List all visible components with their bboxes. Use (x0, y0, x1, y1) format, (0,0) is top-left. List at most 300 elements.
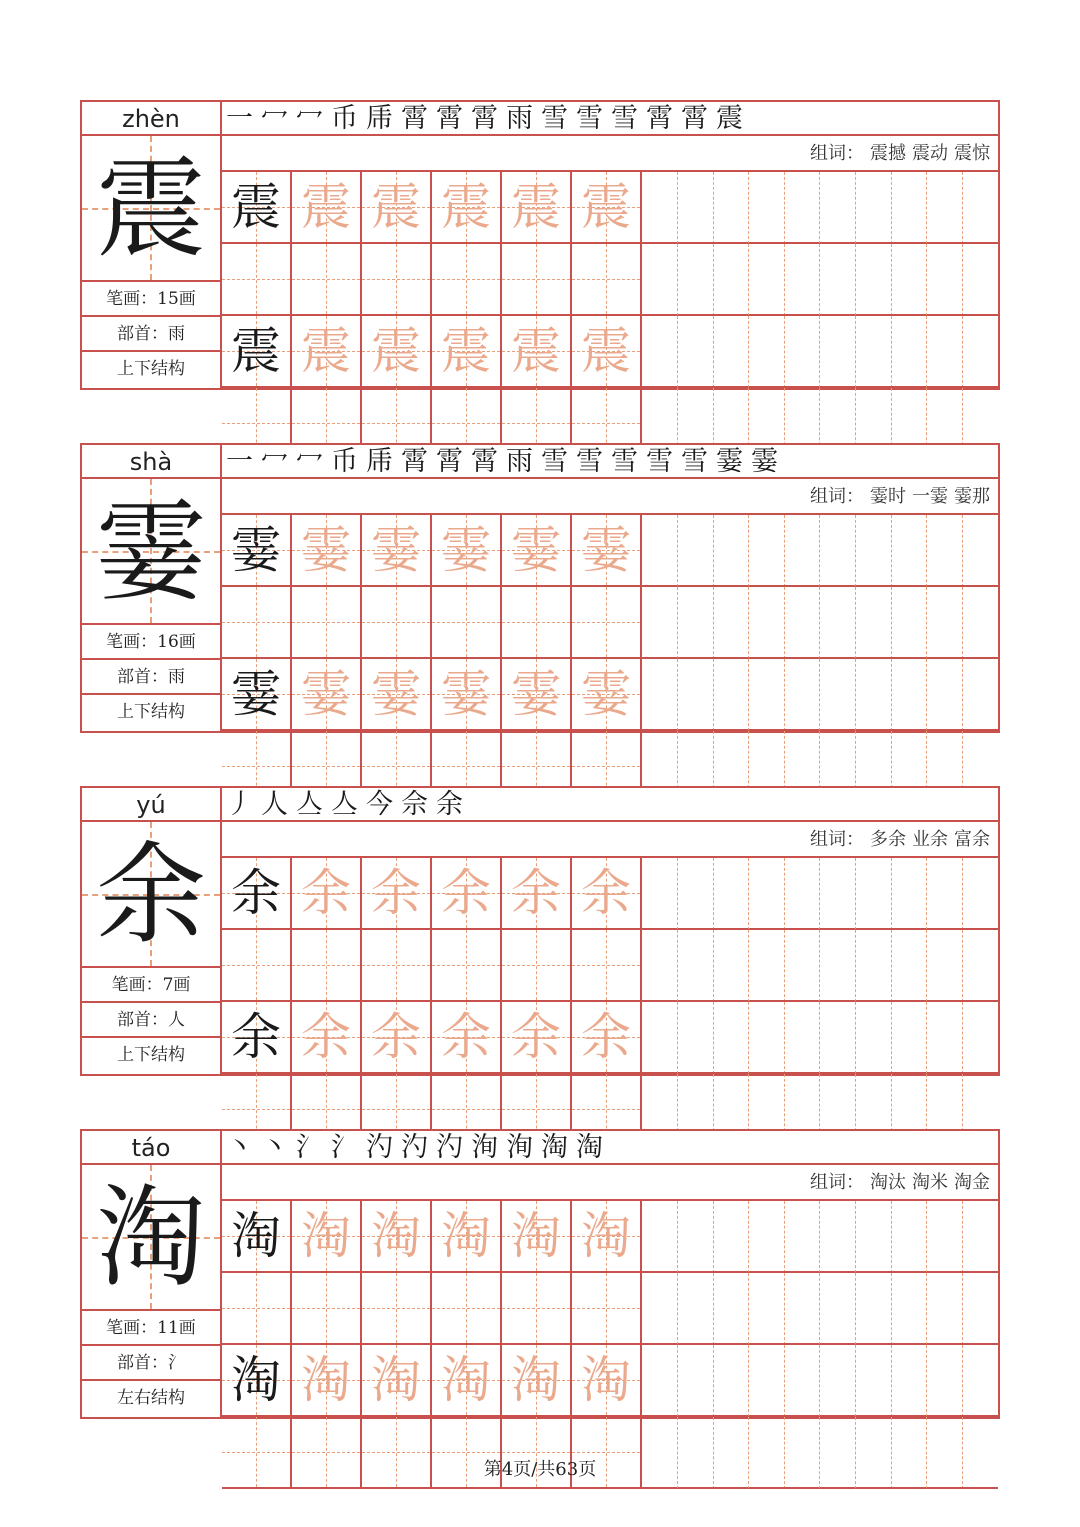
blank-practice-cell[interactable] (678, 316, 714, 388)
stroke-step: 霄 (681, 103, 708, 134)
character-info-panel (82, 445, 222, 731)
large-character-box (82, 822, 220, 968)
blank-practice-cell[interactable] (962, 930, 998, 1002)
stroke-count-label: 笔画：11画 (82, 1311, 220, 1346)
blank-practice-cell[interactable] (962, 1345, 998, 1417)
blank-practice-cell[interactable] (678, 930, 714, 1002)
blank-practice-cell[interactable] (713, 930, 749, 1002)
blank-practice-cell[interactable] (642, 1273, 678, 1345)
pinyin-label: shà (82, 445, 220, 479)
trace-character: 余 (301, 1008, 351, 1066)
tian-grid-cell[interactable] (502, 172, 572, 244)
blank-practice-cell[interactable] (749, 1201, 785, 1273)
tian-grid-cell[interactable] (572, 1002, 642, 1074)
blank-practice-cell[interactable] (713, 587, 749, 659)
empty-grid-cell[interactable] (572, 1273, 642, 1345)
example-word: 淘米 (912, 1172, 948, 1193)
blank-practice-cell[interactable] (927, 587, 963, 659)
blank-practice-cell[interactable] (713, 244, 749, 316)
blank-practice-cell[interactable] (927, 858, 963, 930)
stroke-step: 霄 (471, 103, 498, 134)
tian-grid-cell[interactable] (432, 858, 502, 930)
tian-grid-cell[interactable] (292, 858, 362, 930)
trace-character: 霎 (581, 665, 631, 723)
empty-grid-cell[interactable] (502, 587, 572, 659)
practice-panel (222, 788, 998, 1074)
model-character: 霎 (231, 521, 281, 579)
tian-grid-cell[interactable] (572, 858, 642, 930)
model-character: 余 (231, 864, 281, 922)
tian-grid-cell[interactable] (362, 659, 432, 731)
empty-grid-cell[interactable] (502, 930, 572, 1002)
blank-practice-cell[interactable] (642, 1345, 678, 1417)
blank-practice-cell[interactable] (927, 1002, 963, 1074)
blank-practice-cell[interactable] (891, 515, 927, 587)
blank-practice-cell[interactable] (642, 659, 678, 731)
empty-grid-cell[interactable] (292, 244, 362, 316)
tian-grid-cell[interactable] (572, 515, 642, 587)
blank-practice-cell[interactable] (927, 930, 963, 1002)
blank-practice-cell[interactable] (713, 1201, 749, 1273)
model-character: 震 (231, 322, 281, 380)
stroke-step: 丿 (226, 789, 253, 820)
blank-practice-cell[interactable] (856, 659, 892, 731)
blank-practice-cell[interactable] (962, 316, 998, 388)
stroke-step: 汋 (366, 1132, 393, 1163)
tian-grid-cell[interactable] (292, 316, 362, 388)
example-word: 震惊 (954, 143, 990, 164)
empty-grid-cell[interactable] (222, 244, 292, 316)
blank-practice-cell[interactable] (784, 316, 820, 388)
empty-grid-cell[interactable] (222, 930, 292, 1002)
empty-grid-cell[interactable] (502, 244, 572, 316)
empty-grid-cell[interactable] (432, 1273, 502, 1345)
blank-practice-cell[interactable] (962, 172, 998, 244)
blank-practice-cell[interactable] (749, 858, 785, 930)
tian-grid-cell[interactable] (222, 515, 292, 587)
blank-practice-cell[interactable] (820, 1273, 856, 1345)
tian-grid-cell[interactable] (362, 316, 432, 388)
trace-character: 震 (371, 178, 421, 236)
stroke-step: 霄 (436, 446, 463, 477)
tian-grid-cell[interactable] (292, 1002, 362, 1074)
stroke-step: 洵 (506, 1132, 533, 1163)
tian-grid-cell[interactable] (362, 858, 432, 930)
blank-practice-cell[interactable] (642, 316, 678, 388)
trace-character: 余 (441, 1008, 491, 1066)
blank-practice-cell[interactable] (678, 858, 714, 930)
blank-practice-cell[interactable] (749, 659, 785, 731)
blank-practice-cell[interactable] (642, 244, 678, 316)
tian-grid-cell[interactable] (222, 858, 292, 930)
empty-grid-cell[interactable] (502, 1273, 572, 1345)
blank-practice-cell[interactable] (784, 659, 820, 731)
blank-practice-cell[interactable] (713, 1273, 749, 1345)
stroke-step: 币 (331, 446, 358, 477)
blank-practice-cell[interactable] (927, 316, 963, 388)
blank-practice-cell[interactable] (856, 316, 892, 388)
tian-grid-cell[interactable] (572, 659, 642, 731)
blank-practice-cell[interactable] (713, 172, 749, 244)
tian-grid-cell[interactable] (502, 1002, 572, 1074)
empty-grid-cell[interactable] (572, 244, 642, 316)
trace-character: 淘 (371, 1351, 421, 1409)
tian-grid-cell[interactable] (502, 515, 572, 587)
blank-practice-cell[interactable] (891, 1201, 927, 1273)
blank-practice-cell[interactable] (962, 587, 998, 659)
trace-character: 余 (581, 1008, 631, 1066)
stroke-step: 氵 (296, 1132, 323, 1163)
model-character: 余 (231, 1008, 281, 1066)
tian-grid-cell[interactable] (572, 316, 642, 388)
character-info-panel (82, 788, 222, 1074)
blank-practice-cell[interactable] (678, 587, 714, 659)
stroke-step: 雪 (611, 103, 638, 134)
structure-label: 左右结构 (117, 1388, 185, 1408)
tian-grid-cell[interactable] (432, 1002, 502, 1074)
trace-character: 淘 (441, 1207, 491, 1265)
blank-practice-cell[interactable] (749, 587, 785, 659)
tian-grid-cell[interactable] (572, 1201, 642, 1273)
blank-practice-cell[interactable] (891, 244, 927, 316)
blank-practice-cell[interactable] (713, 316, 749, 388)
blank-practice-cell[interactable] (749, 1345, 785, 1417)
blank-practice-cell[interactable] (713, 659, 749, 731)
tian-grid-cell[interactable] (502, 858, 572, 930)
blank-practice-cell[interactable] (927, 1345, 963, 1417)
blank-practice-cell[interactable] (820, 316, 856, 388)
radical-label: 部首：雨 (82, 660, 220, 695)
large-character: 淘 (96, 1174, 206, 1302)
large-character: 霎 (96, 488, 206, 616)
practice-grid (222, 858, 998, 1002)
tian-grid-cell[interactable] (502, 1201, 572, 1273)
trace-character: 余 (371, 1008, 421, 1066)
blank-practice-cell[interactable] (820, 515, 856, 587)
blank-practice-cell[interactable] (784, 858, 820, 930)
blank-practice-cell[interactable] (962, 659, 998, 731)
empty-grid-cell[interactable] (432, 244, 502, 316)
blank-practice-cell[interactable] (820, 244, 856, 316)
blank-practice-cell[interactable] (891, 858, 927, 930)
blank-practice-cell[interactable] (856, 515, 892, 587)
blank-practice-cell[interactable] (856, 930, 892, 1002)
tian-grid-cell[interactable] (292, 515, 362, 587)
stroke-step: 汋 (436, 1132, 463, 1163)
tian-grid-cell[interactable] (362, 1002, 432, 1074)
stroke-step: 冖 (261, 446, 288, 477)
example-word: 富余 (954, 829, 990, 850)
stroke-count-label: 笔画：16画 (82, 625, 220, 660)
trace-character: 霎 (301, 665, 351, 723)
stroke-order-row (222, 102, 998, 136)
blank-practice-cell[interactable] (856, 1201, 892, 1273)
tian-grid-cell[interactable] (432, 1201, 502, 1273)
example-word: 震撼 (870, 143, 906, 164)
example-word: 业余 (912, 829, 948, 850)
blank-practice-cell[interactable] (891, 172, 927, 244)
stroke-step: 佘 (401, 789, 428, 820)
stroke-count-label: 笔画：15画 (82, 282, 220, 317)
tian-grid-cell[interactable] (222, 1002, 292, 1074)
blank-practice-cell[interactable] (927, 244, 963, 316)
stroke-step: 洵 (471, 1132, 498, 1163)
empty-grid-cell[interactable] (222, 1273, 292, 1345)
blank-practice-cell[interactable] (891, 1273, 927, 1345)
blank-practice-cell[interactable] (820, 930, 856, 1002)
blank-practice-cell[interactable] (713, 1345, 749, 1417)
blank-practice-cell[interactable] (678, 1345, 714, 1417)
blank-practice-cell[interactable] (713, 515, 749, 587)
trace-character: 余 (371, 864, 421, 922)
stroke-step: 霄 (646, 103, 673, 134)
blank-practice-cell[interactable] (927, 515, 963, 587)
empty-grid-cell[interactable] (362, 587, 432, 659)
empty-grid-cell[interactable] (362, 930, 432, 1002)
trace-character: 余 (441, 864, 491, 922)
tian-grid-cell[interactable] (502, 1345, 572, 1417)
practice-panel (222, 445, 998, 731)
stroke-step: 霄 (436, 103, 463, 134)
blank-practice-cell[interactable] (713, 858, 749, 930)
tian-grid-cell[interactable] (502, 659, 572, 731)
tian-grid-cell[interactable] (222, 659, 292, 731)
blank-practice-cell[interactable] (856, 1273, 892, 1345)
practice-grid (222, 172, 998, 316)
stroke-order-row (222, 1131, 998, 1165)
trace-character: 余 (301, 864, 351, 922)
blank-practice-cell[interactable] (927, 659, 963, 731)
blank-practice-cell[interactable] (678, 515, 714, 587)
tian-grid-cell[interactable] (432, 172, 502, 244)
blank-practice-cell[interactable] (962, 244, 998, 316)
trace-character: 淘 (371, 1207, 421, 1265)
tian-grid-cell[interactable] (432, 515, 502, 587)
stroke-step: 霎 (751, 446, 778, 477)
blank-practice-cell[interactable] (642, 1002, 678, 1074)
blank-practice-cell[interactable] (962, 1201, 998, 1273)
blank-practice-cell[interactable] (642, 587, 678, 659)
stroke-step: 亼 (296, 789, 323, 820)
empty-grid-cell[interactable] (362, 1273, 432, 1345)
blank-practice-cell[interactable] (891, 1002, 927, 1074)
trace-character: 霎 (301, 521, 351, 579)
blank-practice-cell[interactable] (856, 1002, 892, 1074)
tian-grid-cell[interactable] (572, 1345, 642, 1417)
empty-grid-cell[interactable] (572, 587, 642, 659)
practice-grid (222, 1201, 998, 1345)
blank-practice-cell[interactable] (678, 659, 714, 731)
blank-practice-cell[interactable] (749, 1273, 785, 1345)
character-card (80, 443, 1000, 733)
tian-grid-cell[interactable] (362, 1345, 432, 1417)
blank-practice-cell[interactable] (642, 930, 678, 1002)
stroke-step: 币 (331, 103, 358, 134)
stroke-step: 霄 (401, 446, 428, 477)
blank-practice-cell[interactable] (713, 1002, 749, 1074)
tian-grid-cell[interactable] (292, 659, 362, 731)
blank-practice-cell[interactable] (784, 587, 820, 659)
blank-practice-cell[interactable] (749, 316, 785, 388)
blank-practice-cell[interactable] (820, 858, 856, 930)
tian-grid-cell[interactable] (362, 1201, 432, 1273)
stroke-step: 人 (261, 789, 288, 820)
blank-practice-cell[interactable] (856, 244, 892, 316)
stroke-order-row (222, 445, 998, 479)
empty-grid-cell[interactable] (362, 244, 432, 316)
blank-practice-cell[interactable] (962, 515, 998, 587)
blank-practice-cell[interactable] (642, 172, 678, 244)
stroke-step: 汋 (401, 1132, 428, 1163)
blank-practice-cell[interactable] (891, 316, 927, 388)
blank-practice-cell[interactable] (962, 1273, 998, 1345)
blank-practice-cell[interactable] (820, 1002, 856, 1074)
blank-practice-cell[interactable] (784, 515, 820, 587)
blank-practice-cell[interactable] (856, 172, 892, 244)
tian-grid-cell[interactable] (432, 1345, 502, 1417)
trace-character: 霎 (371, 521, 421, 579)
blank-practice-cell[interactable] (749, 930, 785, 1002)
stroke-count-label: 笔画：7画 (82, 968, 220, 1003)
blank-practice-cell[interactable] (962, 1002, 998, 1074)
blank-practice-cell[interactable] (784, 1201, 820, 1273)
stroke-step: 淘 (541, 1132, 568, 1163)
practice-panel (222, 102, 998, 388)
tian-grid-cell[interactable] (502, 316, 572, 388)
blank-practice-cell[interactable] (962, 858, 998, 930)
trace-character: 淘 (511, 1351, 561, 1409)
tian-grid-cell[interactable] (292, 1345, 362, 1417)
empty-grid-cell[interactable] (292, 1273, 362, 1345)
blank-practice-cell[interactable] (678, 172, 714, 244)
large-character: 余 (96, 831, 206, 959)
blank-practice-cell[interactable] (784, 930, 820, 1002)
large-character-box (82, 136, 220, 282)
blank-practice-cell[interactable] (856, 587, 892, 659)
model-character: 震 (231, 178, 281, 236)
model-character: 淘 (231, 1351, 281, 1409)
trace-character: 震 (441, 322, 491, 380)
trace-character: 震 (511, 178, 561, 236)
words-label: 组词： (810, 143, 864, 164)
stroke-step: 亼 (331, 789, 358, 820)
example-word: 震动 (912, 143, 948, 164)
trace-character: 淘 (441, 1351, 491, 1409)
blank-practice-cell[interactable] (927, 172, 963, 244)
blank-practice-cell[interactable] (820, 587, 856, 659)
blank-practice-cell[interactable] (927, 1201, 963, 1273)
blank-practice-cell[interactable] (891, 930, 927, 1002)
trace-character: 余 (511, 1008, 561, 1066)
stroke-step: 淘 (576, 1132, 603, 1163)
empty-grid-cell[interactable] (292, 587, 362, 659)
blank-practice-cell[interactable] (784, 1002, 820, 1074)
tian-grid-cell[interactable] (432, 659, 502, 731)
example-word: 霎时 (870, 486, 906, 507)
blank-practice-cell[interactable] (820, 659, 856, 731)
blank-practice-cell[interactable] (784, 1273, 820, 1345)
blank-practice-cell[interactable] (784, 1345, 820, 1417)
blank-practice-cell[interactable] (678, 1002, 714, 1074)
trace-character: 霎 (441, 665, 491, 723)
tian-grid-cell[interactable] (222, 1201, 292, 1273)
tian-grid-cell[interactable] (362, 515, 432, 587)
blank-practice-cell[interactable] (749, 515, 785, 587)
blank-practice-cell[interactable] (891, 659, 927, 731)
tian-grid-cell[interactable] (292, 1201, 362, 1273)
empty-grid-cell[interactable] (432, 930, 502, 1002)
tian-grid-cell[interactable] (432, 316, 502, 388)
example-word: 一霎 (912, 486, 948, 507)
blank-practice-cell[interactable] (856, 1345, 892, 1417)
empty-grid-cell[interactable] (222, 587, 292, 659)
words-label: 组词： (810, 829, 864, 850)
practice-grid (222, 1002, 998, 1146)
blank-practice-cell[interactable] (678, 1273, 714, 1345)
large-character-box (82, 1165, 220, 1311)
empty-grid-cell[interactable] (572, 930, 642, 1002)
tian-grid-cell[interactable] (572, 172, 642, 244)
empty-grid-cell[interactable] (292, 930, 362, 1002)
stroke-step: 乕 (366, 446, 393, 477)
trace-character: 淘 (581, 1351, 631, 1409)
blank-practice-cell[interactable] (820, 1201, 856, 1273)
trace-character: 淘 (581, 1207, 631, 1265)
stroke-step: 霄 (401, 103, 428, 134)
trace-character: 霎 (511, 521, 561, 579)
blank-practice-cell[interactable] (642, 515, 678, 587)
blank-practice-cell[interactable] (820, 1345, 856, 1417)
radical-label: 部首：氵 (82, 1346, 220, 1381)
blank-practice-cell[interactable] (678, 1201, 714, 1273)
radical-label: 部首：雨 (82, 317, 220, 352)
empty-grid-cell[interactable] (432, 587, 502, 659)
blank-practice-cell[interactable] (642, 1201, 678, 1273)
blank-practice-cell[interactable] (749, 1002, 785, 1074)
tian-grid-cell[interactable] (222, 316, 292, 388)
tian-grid-cell[interactable] (362, 172, 432, 244)
trace-character: 淘 (511, 1207, 561, 1265)
blank-practice-cell[interactable] (927, 1273, 963, 1345)
pinyin-label: zhèn (82, 102, 220, 136)
trace-character: 震 (301, 322, 351, 380)
radical-label: 部首：人 (82, 1003, 220, 1038)
stroke-step: 雨 (506, 446, 533, 477)
blank-practice-cell[interactable] (678, 244, 714, 316)
blank-practice-cell[interactable] (891, 587, 927, 659)
stroke-step: 霎 (716, 446, 743, 477)
tian-grid-cell[interactable] (222, 1345, 292, 1417)
stroke-step: 雪 (576, 103, 603, 134)
blank-practice-cell[interactable] (784, 172, 820, 244)
tian-grid-cell[interactable] (292, 172, 362, 244)
pinyin-label: yú (82, 788, 220, 822)
blank-practice-cell[interactable] (749, 244, 785, 316)
blank-practice-cell[interactable] (784, 244, 820, 316)
stroke-step: 雪 (541, 103, 568, 134)
trace-character: 震 (581, 322, 631, 380)
words-label: 组词： (810, 486, 864, 507)
blank-practice-cell[interactable] (891, 1345, 927, 1417)
stroke-step: 一 (226, 103, 253, 134)
blank-practice-cell[interactable] (856, 858, 892, 930)
blank-practice-cell[interactable] (642, 858, 678, 930)
blank-practice-cell[interactable] (749, 172, 785, 244)
tian-grid-cell[interactable] (222, 172, 292, 244)
stroke-step: 乕 (366, 103, 393, 134)
stroke-step: 今 (366, 789, 393, 820)
blank-practice-cell[interactable] (820, 172, 856, 244)
